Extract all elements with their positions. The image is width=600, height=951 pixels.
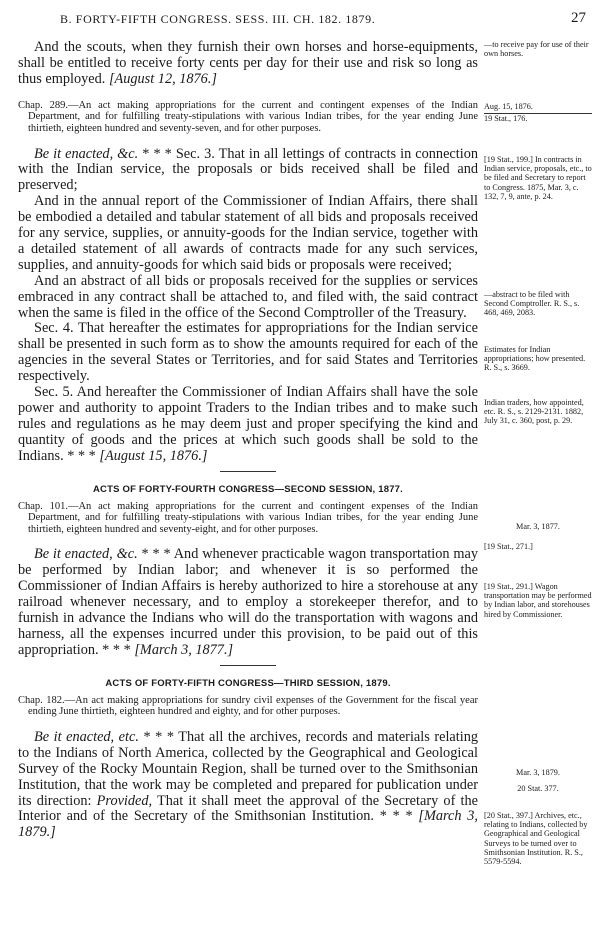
margin-note-wagon: [19 Stat., 291.] Wagon transportation may be performed by Indian labor, and storehouses hired by Commissioner. (484, 582, 592, 619)
paragraph-wagon-transportation: Be it enacted, &c. * * * And whenever practicable wagon transportation may be performed by Indian labor; and whenever it is so performed the Commissioner of Indian Affairs is hereby authorized to hire a storehouse at any railroad whenever necessary, and to employ a storekeeper therefor, and to furnish in advance the Indians who will do the transportation with wagons and harness, all the expenses incurred under this provision, to be paid out of this appropriation. * * * [March 3, 1877.] (18, 546, 479, 658)
date-citation: [March 3, 1879.] (18, 808, 478, 841)
chapter-heading-182: Chap. 182.—An act making appropriations for sundry civil expenses of the Government for the fiscal year ending June thirtieth, eighteen hundred and eighty, and for other purposes. (18, 694, 478, 718)
date-citation: [August 12, 1876.] (108, 70, 217, 87)
acts-heading-45th: ACTS OF FORTY-FIFTH CONGRESS—THIRD SESSION, 1879. (105, 677, 391, 689)
date-citation: [March 3, 1877.] (134, 641, 234, 658)
margin-note-date: Aug. 15, 1876. (484, 102, 533, 111)
date-citation: [August 15, 1876.] (99, 447, 208, 464)
main-text-column (18, 40, 478, 841)
margin-note-citation: [19 Stat., 271.] (484, 542, 533, 551)
paragraph-sec3: Be it enacted, &c. * * * Sec. 3. That in all lettings of contracts in connection with the Indian service, the proposals or bids received shall be filed and preserved; (18, 145, 478, 194)
acts-heading-44th: ACTS OF FORTY-FOURTH CONGRESS—SECOND SESSION, 1877. (92, 483, 404, 495)
margin-note-archives: [20 Stat., 397.] Archives, etc., relating to Indians, collected by Geographical and Geological Surveys to be turned over to Smithsonian Institution. R. S., 5579-5594. (484, 811, 588, 867)
running-head: B. FORTY-FIFTH CONGRESS. SESS. III. CH. 182. 1879. (60, 12, 376, 26)
paragraph-sec5: Sec. 5. And hereafter the Commissioner of Indian Affairs shall have the sole power and authority to appoint Traders to the Indian tribes and to make such rules and regulations as he may deem just and proper specifying the kind and quantity of goods and the prices at which such goods shall be sold to the Indians. * * * [August 15, 1876.] (18, 384, 478, 464)
margin-note-estimates: Estimates for Indian appropriations; how presented. R. S., s. 3669. (484, 345, 586, 373)
margin-note-date: Mar. 3, 1879. (516, 768, 560, 777)
section-divider (220, 471, 276, 472)
paragraph-annual-report: And in the annual report of the Commissioner of Indian Affairs, there shall be embodied a detailed and tabular statement of all bids and proposals received for any service, supplies, or annuity-goods for the Indian service, together with a detailed statement of all awards of contracts made for any such services, supplies, and annuity-goods for which said bids or proposals were received; (18, 193, 478, 273)
paragraph-abstract: And an abstract of all bids or proposals received for the supplies or services embraced in any contract shall be attached to, and filed with, the said contract when the same is filed in the office of the Second Comptroller of the Treasury. (18, 272, 478, 321)
margin-note-scouts: —to receive pay for use of their own horses. (484, 40, 589, 59)
section-divider (220, 665, 276, 666)
margin-note-citation: 19 Stat., 176. (484, 112, 592, 123)
chapter-heading-101: Chap. 101.—An act making appropriations for the current and contingent expenses of the Indian Department, and for fulfilling treaty-stipulations with various Indian tribes, for the year ending June thirtieth, eighteen hundred and seventy-eight, and for other purposes. (18, 500, 478, 535)
margin-note-traders: Indian traders, how appointed, etc. R. S., s. 2129-2131. 1882, July 31, c. 360, post, p. 29. (484, 398, 584, 426)
paragraph-scouts: And the scouts, when they furnish their own horses and horse-equipments, shall be entitled to receive forty cents per day for their use and risk so long as thus employed. [August 12, 1876.] (18, 39, 478, 87)
margin-note-contracts: [19 Stat., 199.] In contracts in Indian service, proposals, etc., to be filed and Secretary to report to Congress. 1875, Mar. 3, c. 132, 7, 9, ante, p. 24. (484, 155, 592, 201)
paragraph-archives: Be it enacted, etc. * * * That all the archives, records and materials relating to the Indians of North America, collected by the Geographical and Geological Survey of the Rocky Mountain Region, shall be turned over to the Smithsonian Institution, that the work may be completed and prepared for publication under its direction: Provided, That it shall meet the approval of the Secretary of the Interior and of the Secretary of the Smithsonian Institution. * * * [March 3, 1879.] (18, 728, 479, 841)
page-number: 27 (571, 10, 586, 26)
margin-note-date: Mar. 3, 1877. (516, 522, 560, 531)
paragraph-sec4: Sec. 4. That hereafter the estimates for appropriations for the Indian service shall be presented in such form as to show the amounts required for each of the agencies in the several States or Territories, and for said States and Territories respectively. (18, 320, 478, 385)
chapter-heading-289: Chap. 289.—An act making appropriations for the current and contingent expenses of the Indian Department, and for fulfilling treaty-stipulations with various Indian tribes, for the year ending June thirtieth, eighteen hundred and seventy-seven, and for other purposes. (18, 99, 478, 134)
margin-note-abstract: —abstract to be filed with Second Comptroller. R. S., s. 468, 469, 2083. (484, 290, 580, 318)
margin-note-citation: 20 Stat. 377. (517, 784, 559, 793)
page-header (18, 10, 588, 28)
